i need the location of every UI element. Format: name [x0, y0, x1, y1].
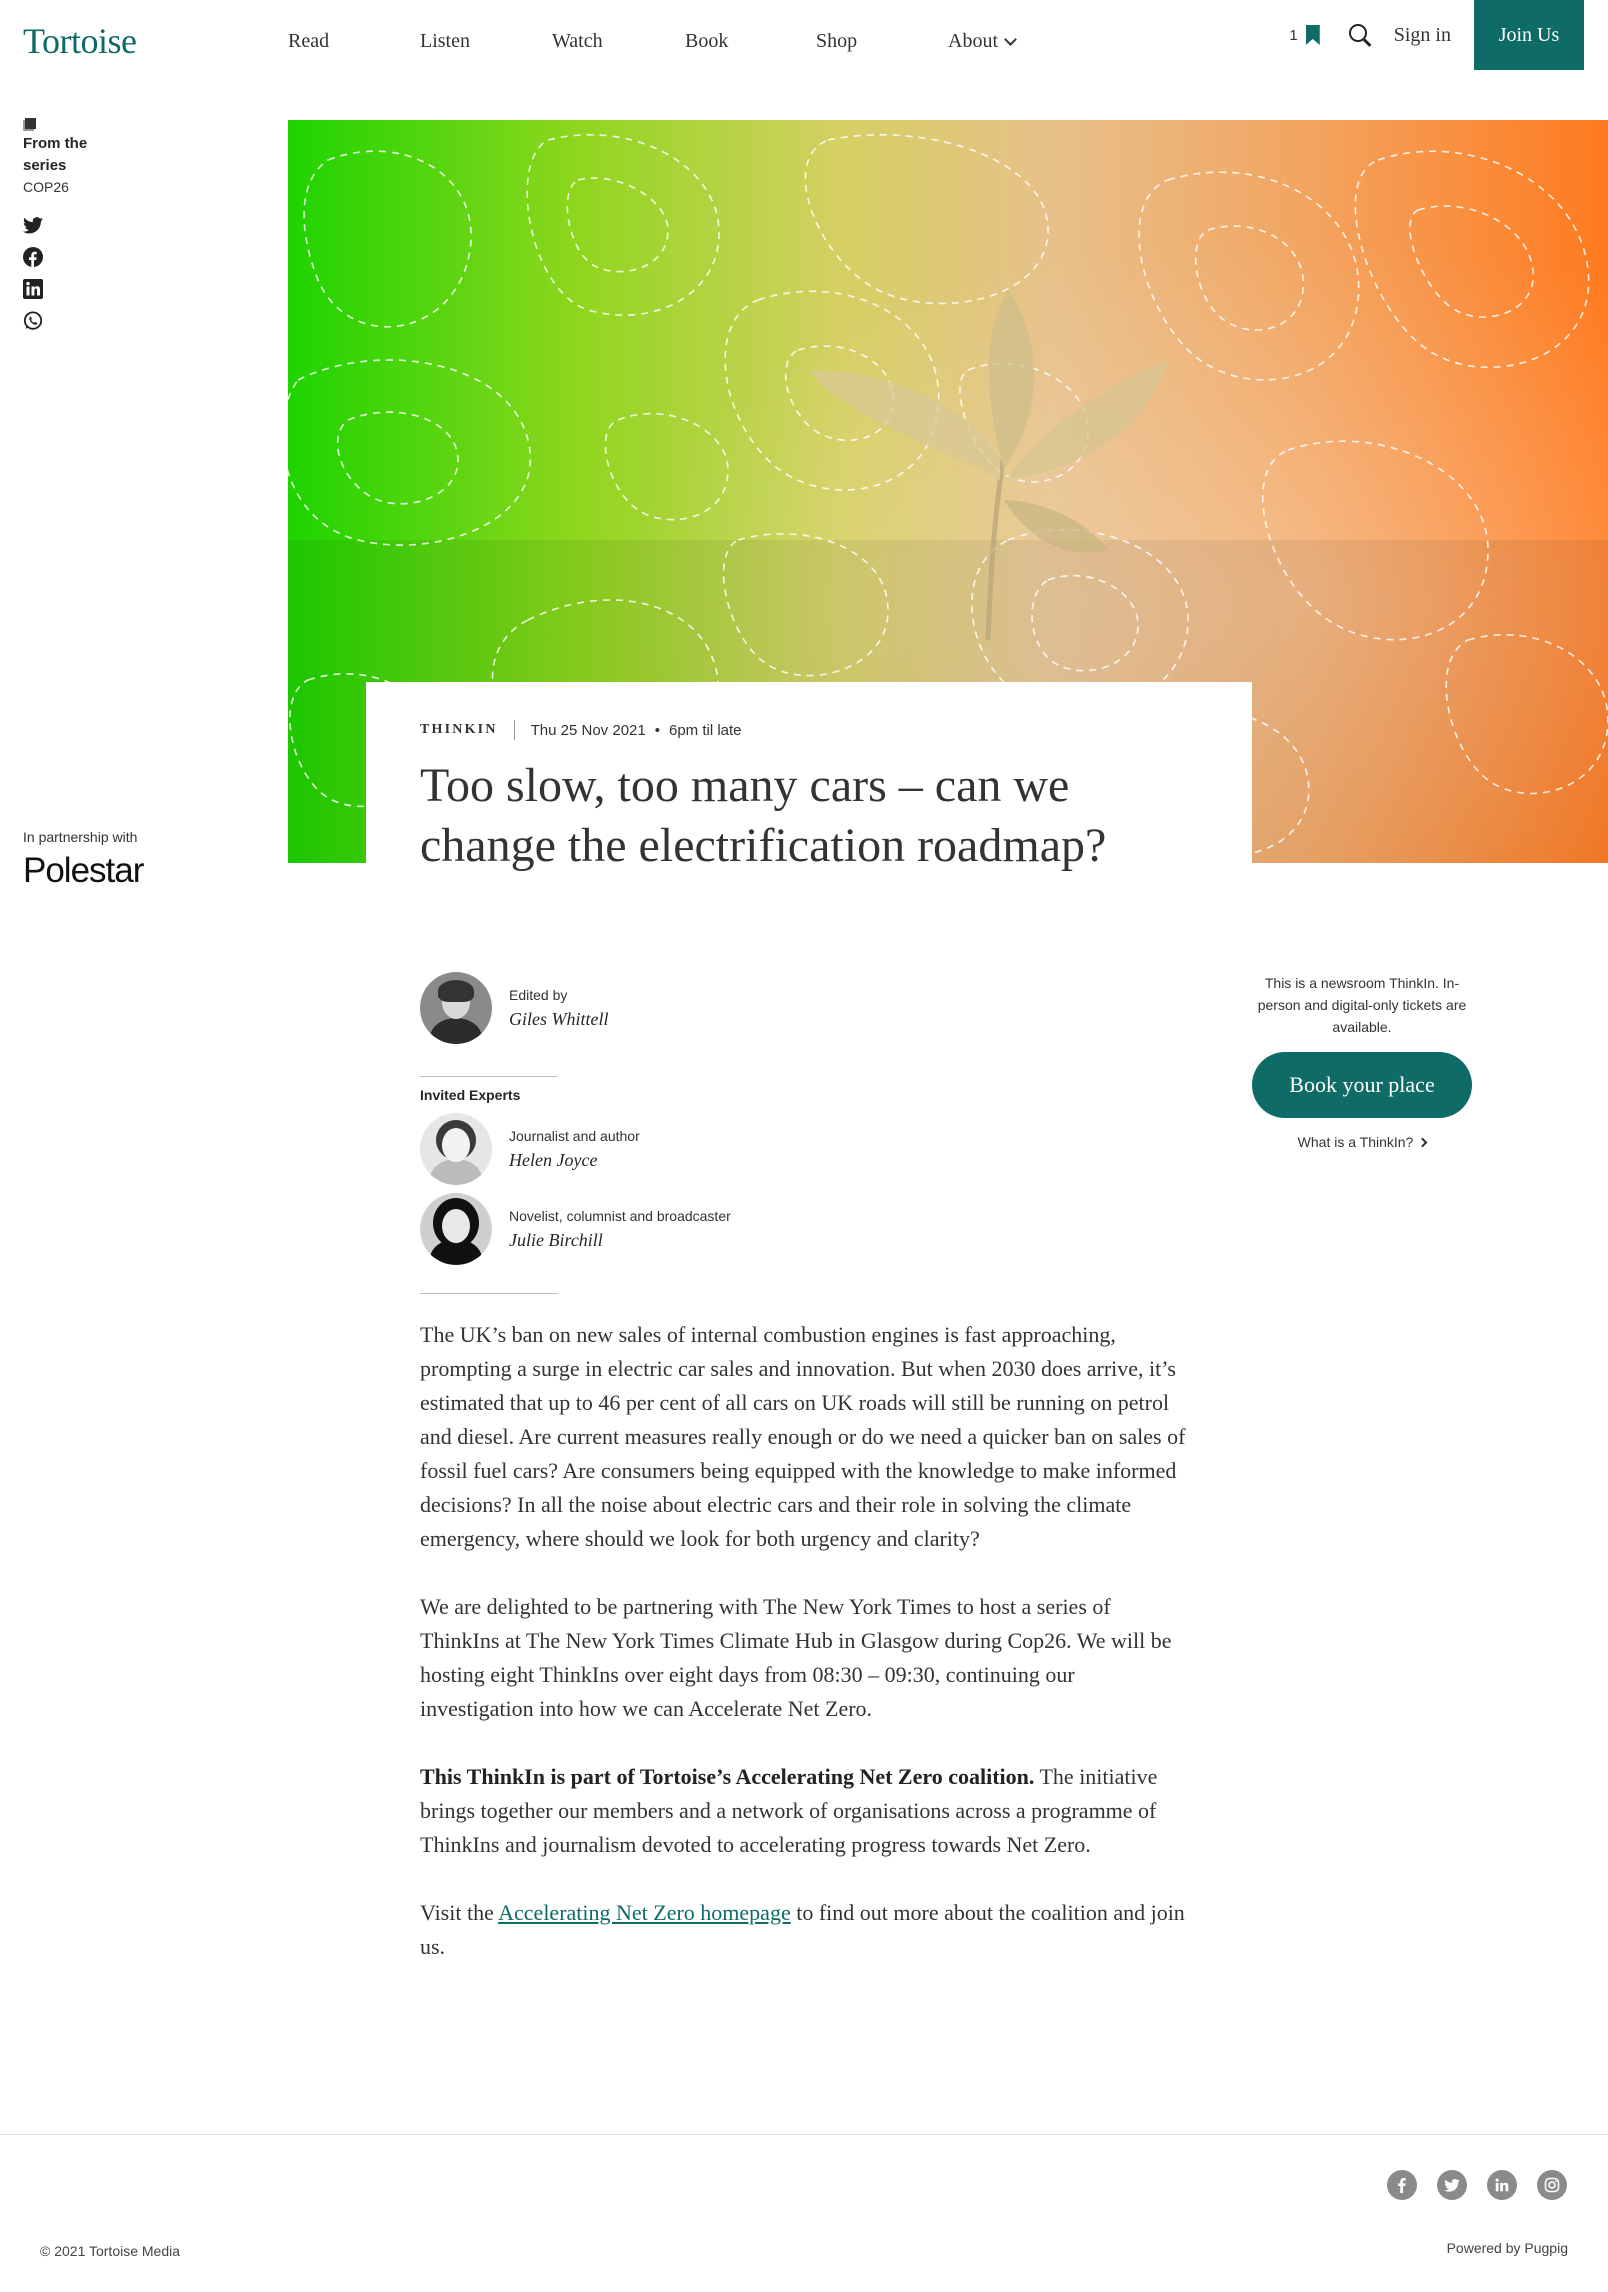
article-paragraph: The UK’s ban on new sales of internal combustion engines is fast approaching, prompting a surge in electric car sales and innovation. But when 2030 does arrive, it’s estimated that up to 46 per cent of all cars on UK roads will still be running on petrol and diesel. Are current measures really enough or do we need a quicker ban on sales of fossil fuel cars? Are consumers being equipped with the knowledge to make informed decisions? In all the noise about electric cars and their role in solving the climate emergency, where should we look for both urgency and clarity?: [420, 1322, 1186, 1551]
article-paragraph: [420, 1896, 1190, 1964]
expert-avatar: [420, 1193, 492, 1265]
nav-watch[interactable]: Watch: [552, 30, 603, 52]
booking-cta: [1252, 972, 1472, 1152]
nav-shop[interactable]: Shop: [816, 30, 858, 52]
nav-listen[interactable]: Listen: [420, 30, 470, 52]
editor-name[interactable]: Giles Whittell: [509, 1008, 609, 1029]
article-paragraph: We are delighted to be partnering with The New York Times to host a series of ThinkIns at The New York Times Climate Hub in Glasgow during Cop26. We will be hosting eight ThinkIns over eight days from 08:30 – 09:30, continuing our investigation into how we can Accelerate Net Zero.: [420, 1594, 1172, 1721]
nav-about-label: About: [948, 30, 998, 52]
divider: [420, 1076, 558, 1077]
share-links: [23, 215, 143, 331]
twitter-icon[interactable]: [23, 215, 43, 235]
article-text: The initiative brings together our members and a network of organisations across a programme of ThinkIns and journalism devoted to accelerating progress towards Net Zero.: [420, 1764, 1158, 1857]
site-header: [0, 0, 1608, 88]
join-us-button[interactable]: Join Us: [1474, 0, 1584, 70]
event-type: THINKIN: [420, 722, 498, 737]
tortoise-logo[interactable]: Tortoise: [23, 21, 137, 61]
editor: [420, 972, 840, 1044]
editor-avatar: [420, 972, 492, 1044]
nav-read[interactable]: Read: [288, 30, 330, 52]
polestar-logo[interactable]: Polestar: [23, 851, 144, 890]
article-paragraph: [420, 1760, 1190, 1862]
linkedin-icon[interactable]: [23, 279, 43, 299]
people-section: [420, 972, 840, 1294]
expert-item: [420, 1193, 840, 1265]
expert-avatar: [420, 1113, 492, 1185]
whatsapp-icon[interactable]: [23, 311, 43, 331]
linkedin-icon[interactable]: [1487, 2170, 1517, 2200]
header-actions: [1289, 0, 1584, 70]
facebook-icon[interactable]: [23, 247, 43, 267]
nav-book[interactable]: Book: [685, 30, 729, 52]
expert-item: [420, 1113, 840, 1185]
chevron-down-icon: [1004, 33, 1017, 46]
twitter-icon[interactable]: [1437, 2170, 1467, 2200]
article-text: to find out more about the coalition and join us.: [420, 1900, 1185, 1959]
net-zero-homepage-link[interactable]: Accelerating Net Zero homepage: [498, 1900, 791, 1925]
editor-role: Edited by: [509, 986, 568, 1003]
bookmark-icon[interactable]: [1306, 25, 1320, 45]
instagram-icon[interactable]: [1537, 2170, 1567, 2200]
facebook-icon[interactable]: [1387, 2170, 1417, 2200]
expert-role: Novelist, columnist and broadcaster: [509, 1207, 731, 1224]
partnership-block: [23, 829, 143, 891]
left-rail: [23, 118, 143, 331]
article-body: [420, 1318, 1190, 1998]
expert-name[interactable]: Helen Joyce: [509, 1149, 598, 1170]
nav-about[interactable]: [948, 30, 1015, 53]
series-name[interactable]: COP26: [23, 179, 69, 195]
meta-dot: •: [654, 721, 660, 739]
book-your-place-button[interactable]: Book your place: [1252, 1052, 1472, 1118]
event-title-card: [366, 682, 1252, 882]
article-text: Visit the: [420, 1900, 499, 1925]
chevron-right-icon: [1418, 1137, 1428, 1147]
footer-social-links: [1387, 2170, 1567, 2200]
footer-divider: [0, 2134, 1608, 2135]
powered-by-link[interactable]: Powered by Pugpig: [1446, 2240, 1568, 2256]
series-icon: [25, 118, 36, 129]
from-series-label: From the series: [23, 135, 88, 174]
page-title: Too slow, too many cars – can we change the electrification roadmap?: [420, 759, 1107, 872]
expert-name[interactable]: Julie Birchill: [509, 1229, 603, 1250]
divider: [420, 1293, 558, 1294]
what-is-thinkin-link[interactable]: [1298, 1134, 1427, 1150]
sign-in-link[interactable]: Sign in: [1393, 23, 1451, 46]
event-time: 6pm til late: [668, 721, 742, 739]
event-date: Thu 25 Nov 2021: [530, 721, 646, 739]
cta-text: This is a newsroom ThinkIn. In-person and digital-only tickets are available.: [1257, 975, 1467, 1035]
invited-experts-heading: Invited Experts: [420, 1087, 521, 1103]
coalition-highlight: This ThinkIn is part of Tortoise’s Accelerating Net Zero coalition.: [420, 1764, 1035, 1789]
search-icon[interactable]: [1348, 23, 1372, 47]
expert-role: Journalist and author: [509, 1127, 640, 1144]
what-is-thinkin-label: What is a ThinkIn?: [1297, 1134, 1414, 1150]
copyright: © 2021 Tortoise Media: [40, 2243, 181, 2259]
bookmark-count: 1: [1289, 26, 1298, 44]
event-meta: [420, 720, 1198, 740]
partnership-label: In partnership with: [23, 829, 138, 845]
meta-divider: [514, 720, 515, 740]
main-nav: [288, 30, 1015, 53]
